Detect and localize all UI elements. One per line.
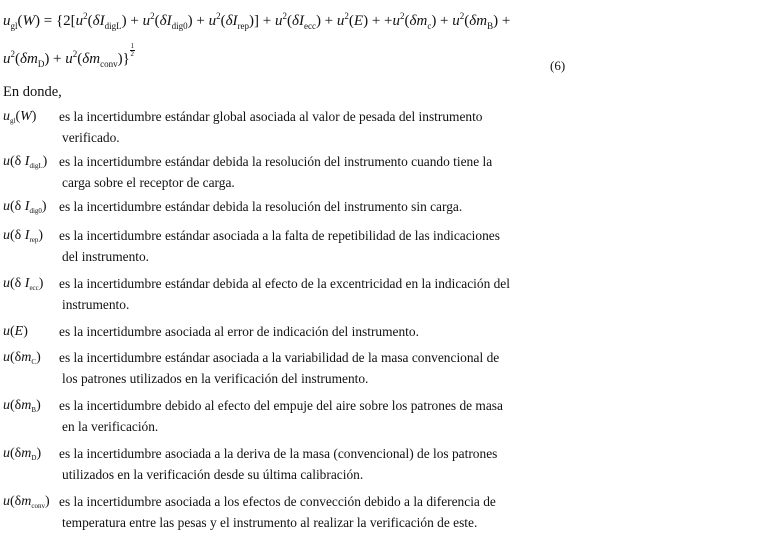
- definition-symbol: u(δ $I_{ecc}$): [3, 276, 44, 292]
- definition-text: es la incertidumbre asociada a los efectos de convección debido a la diferencia de temperatura entre las pesas y el instrumento al realizar la verificación de este.: [59, 494, 496, 530]
- definition-text: es la incertidumbre estándar asociada a la variabilidad de la masa convencional de los patrones utilizados en la verificación del instrumento.: [59, 350, 500, 386]
- definition-item: [3, 196, 563, 222]
- definition-symbol: $u(\delta m_{conv})$: [3, 494, 50, 510]
- definition-symbol: u(δ $I_{rep}$): [3, 228, 44, 244]
- intro-text: En donde,: [3, 84, 62, 100]
- equation-number: (6): [550, 58, 566, 73]
- equation-line-2: $u^2(\delta m_D) + u^2(\delta m_{conv})$} $\frac{1}{2}$: [3, 42, 135, 69]
- exponent-one-half: $\frac{1}{2}$: [130, 42, 135, 58]
- definitions-list: [3, 106, 563, 533]
- definition-symbol: $u_{gl}(W)$: [3, 109, 37, 125]
- definition-text: es la incertidumbre asociada a la deriva de la masa (convencional) de los patrones utilizados en la verificación desde su última calibración.: [59, 446, 498, 482]
- equation-line-1: $u_{gl}(W) = \{2[u^2(\delta I_{digL}) + u^2(\delta I_{dig0}) + u^2(\delta I_{rep})] + u^2(\delta I_{ecc}) + u^2(E) + +u^2(\delta m_c) + u^2(\delta m_B)$ +: [3, 11, 511, 31]
- definition-text: es la incertidumbre estándar global asociada al valor de pesada del instrumento verificado.: [59, 109, 483, 145]
- definition-symbol: u(E): [3, 324, 28, 339]
- definition-text: es la incertidumbre estándar debida la resolución del instrumento cuando tiene la carga sobre el receptor de carga.: [59, 154, 493, 190]
- definition-item: [3, 106, 563, 148]
- definition-text: es la incertidumbre debido al efecto del empuje del aire sobre los patrones de masa en la verificación.: [59, 398, 503, 434]
- definition-item: [3, 151, 563, 193]
- definition-item: [3, 321, 563, 342]
- definition-item: [3, 347, 563, 389]
- definition-symbol: $u(\delta m_C)$: [3, 350, 41, 366]
- definition-item: [3, 443, 563, 485]
- definition-item: [3, 225, 563, 267]
- definition-symbol: u(δ $I_{digL}$): [3, 154, 48, 170]
- definition-text: es la incertidumbre asociada al error de indicación del instrumento.: [59, 324, 419, 339]
- definition-text: es la incertidumbre estándar asociada a la falta de repetibilidad de las indicaciones del instrumento.: [59, 228, 500, 264]
- definition-item: [3, 273, 563, 315]
- definition-item: [3, 491, 563, 533]
- definition-text: es la incertidumbre estándar debida la resolución del instrumento sin carga.: [59, 199, 463, 214]
- definition-symbol: $u(\delta m_B)$: [3, 398, 41, 414]
- definition-symbol: $u(\delta m_D)$: [3, 446, 42, 462]
- definition-item: [3, 395, 563, 437]
- definition-symbol: u(δ $I_{dig0}$): [3, 199, 47, 215]
- definition-text: es la incertidumbre estándar debida al efecto de la excentricidad en la indicación del instrumento.: [59, 276, 510, 312]
